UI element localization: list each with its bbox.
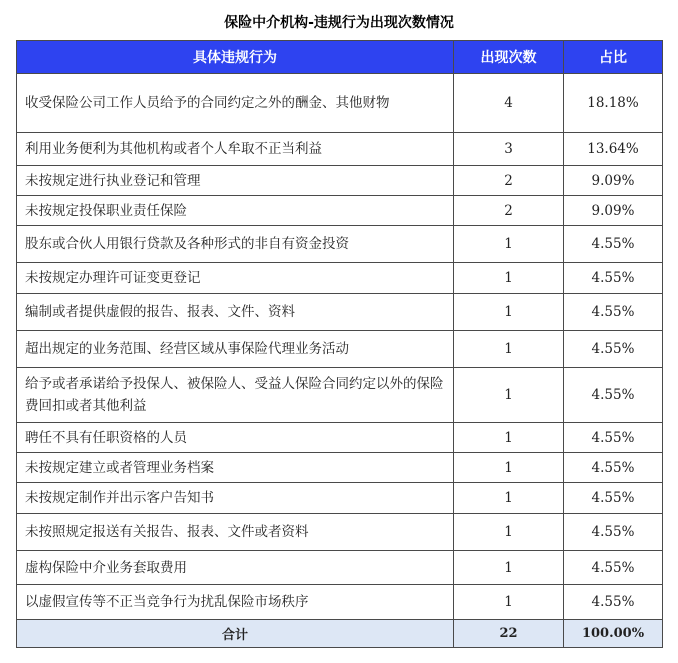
total-ratio: 100.00% <box>564 620 663 648</box>
count-cell: 2 <box>454 166 564 196</box>
table-row <box>17 263 663 294</box>
ratio-cell: 4.55% <box>564 368 663 423</box>
table-row <box>17 483 663 514</box>
count-cell: 4 <box>454 74 564 133</box>
behavior-cell: 虚构保险中介业务套取费用 <box>17 551 454 585</box>
table-row <box>17 368 663 423</box>
table-row <box>17 585 663 620</box>
table-row <box>17 294 663 331</box>
behavior-cell: 未按规定建立或者管理业务档案 <box>17 453 454 483</box>
ratio-cell: 4.55% <box>564 514 663 551</box>
behavior-cell: 超出规定的业务范围、经营区域从事保险代理业务活动 <box>17 331 454 368</box>
ratio-cell: 4.55% <box>564 483 663 514</box>
header-count: 出现次数 <box>454 41 564 74</box>
count-cell: 1 <box>454 453 564 483</box>
count-cell: 2 <box>454 196 564 226</box>
behavior-cell: 收受保险公司工作人员给予的合同约定之外的酬金、其他财物 <box>17 74 454 133</box>
header-ratio: 占比 <box>564 41 663 74</box>
table-row <box>17 331 663 368</box>
behavior-cell: 未按规定制作并出示客户告知书 <box>17 483 454 514</box>
count-cell: 1 <box>454 483 564 514</box>
ratio-cell: 4.55% <box>564 585 663 620</box>
ratio-cell: 9.09% <box>564 196 663 226</box>
table-row <box>17 74 663 133</box>
ratio-cell: 18.18% <box>564 74 663 133</box>
table-row <box>17 423 663 453</box>
count-cell: 1 <box>454 263 564 294</box>
behavior-cell: 未按照规定报送有关报告、报表、文件或者资料 <box>17 514 454 551</box>
table-row <box>17 133 663 166</box>
table-row <box>17 166 663 196</box>
total-row <box>17 620 663 648</box>
count-cell: 1 <box>454 423 564 453</box>
table-row <box>17 226 663 263</box>
table-title: 保险中介机构-违规行为出现次数情况 <box>224 15 454 31</box>
count-cell: 1 <box>454 551 564 585</box>
ratio-cell: 4.55% <box>564 423 663 453</box>
count-cell: 3 <box>454 133 564 166</box>
header-row <box>17 41 663 74</box>
behavior-cell: 以虚假宣传等不正当竞争行为扰乱保险市场秩序 <box>17 585 454 620</box>
ratio-cell: 4.55% <box>564 226 663 263</box>
count-cell: 1 <box>454 514 564 551</box>
ratio-cell: 4.55% <box>564 453 663 483</box>
table-row <box>17 514 663 551</box>
table-row <box>17 196 663 226</box>
ratio-cell: 4.55% <box>564 551 663 585</box>
behavior-cell: 利用业务便利为其他机构或者个人牟取不正当利益 <box>17 133 454 166</box>
behavior-cell: 聘任不具有任职资格的人员 <box>17 423 454 453</box>
violations-table <box>16 40 663 648</box>
ratio-cell: 4.55% <box>564 331 663 368</box>
table-row <box>17 551 663 585</box>
behavior-cell: 股东或合伙人用银行贷款及各种形式的非自有资金投资 <box>17 226 454 263</box>
header-behavior: 具体违规行为 <box>17 41 454 74</box>
ratio-cell: 13.64% <box>564 133 663 166</box>
behavior-cell: 给予或者承诺给予投保人、被保险人、受益人保险合同约定以外的保险费回扣或者其他利益 <box>17 368 454 423</box>
ratio-cell: 4.55% <box>564 294 663 331</box>
count-cell: 1 <box>454 226 564 263</box>
behavior-cell: 未按规定办理许可证变更登记 <box>17 263 454 294</box>
ratio-cell: 4.55% <box>564 263 663 294</box>
total-label: 合计 <box>17 620 454 648</box>
behavior-cell: 未按规定进行执业登记和管理 <box>17 166 454 196</box>
count-cell: 1 <box>454 294 564 331</box>
count-cell: 1 <box>454 331 564 368</box>
table-row <box>17 453 663 483</box>
count-cell: 1 <box>454 368 564 423</box>
ratio-cell: 9.09% <box>564 166 663 196</box>
count-cell: 1 <box>454 585 564 620</box>
total-count: 22 <box>454 620 564 648</box>
behavior-cell: 编制或者提供虚假的报告、报表、文件、资料 <box>17 294 454 331</box>
behavior-cell: 未按规定投保职业责任保险 <box>17 196 454 226</box>
